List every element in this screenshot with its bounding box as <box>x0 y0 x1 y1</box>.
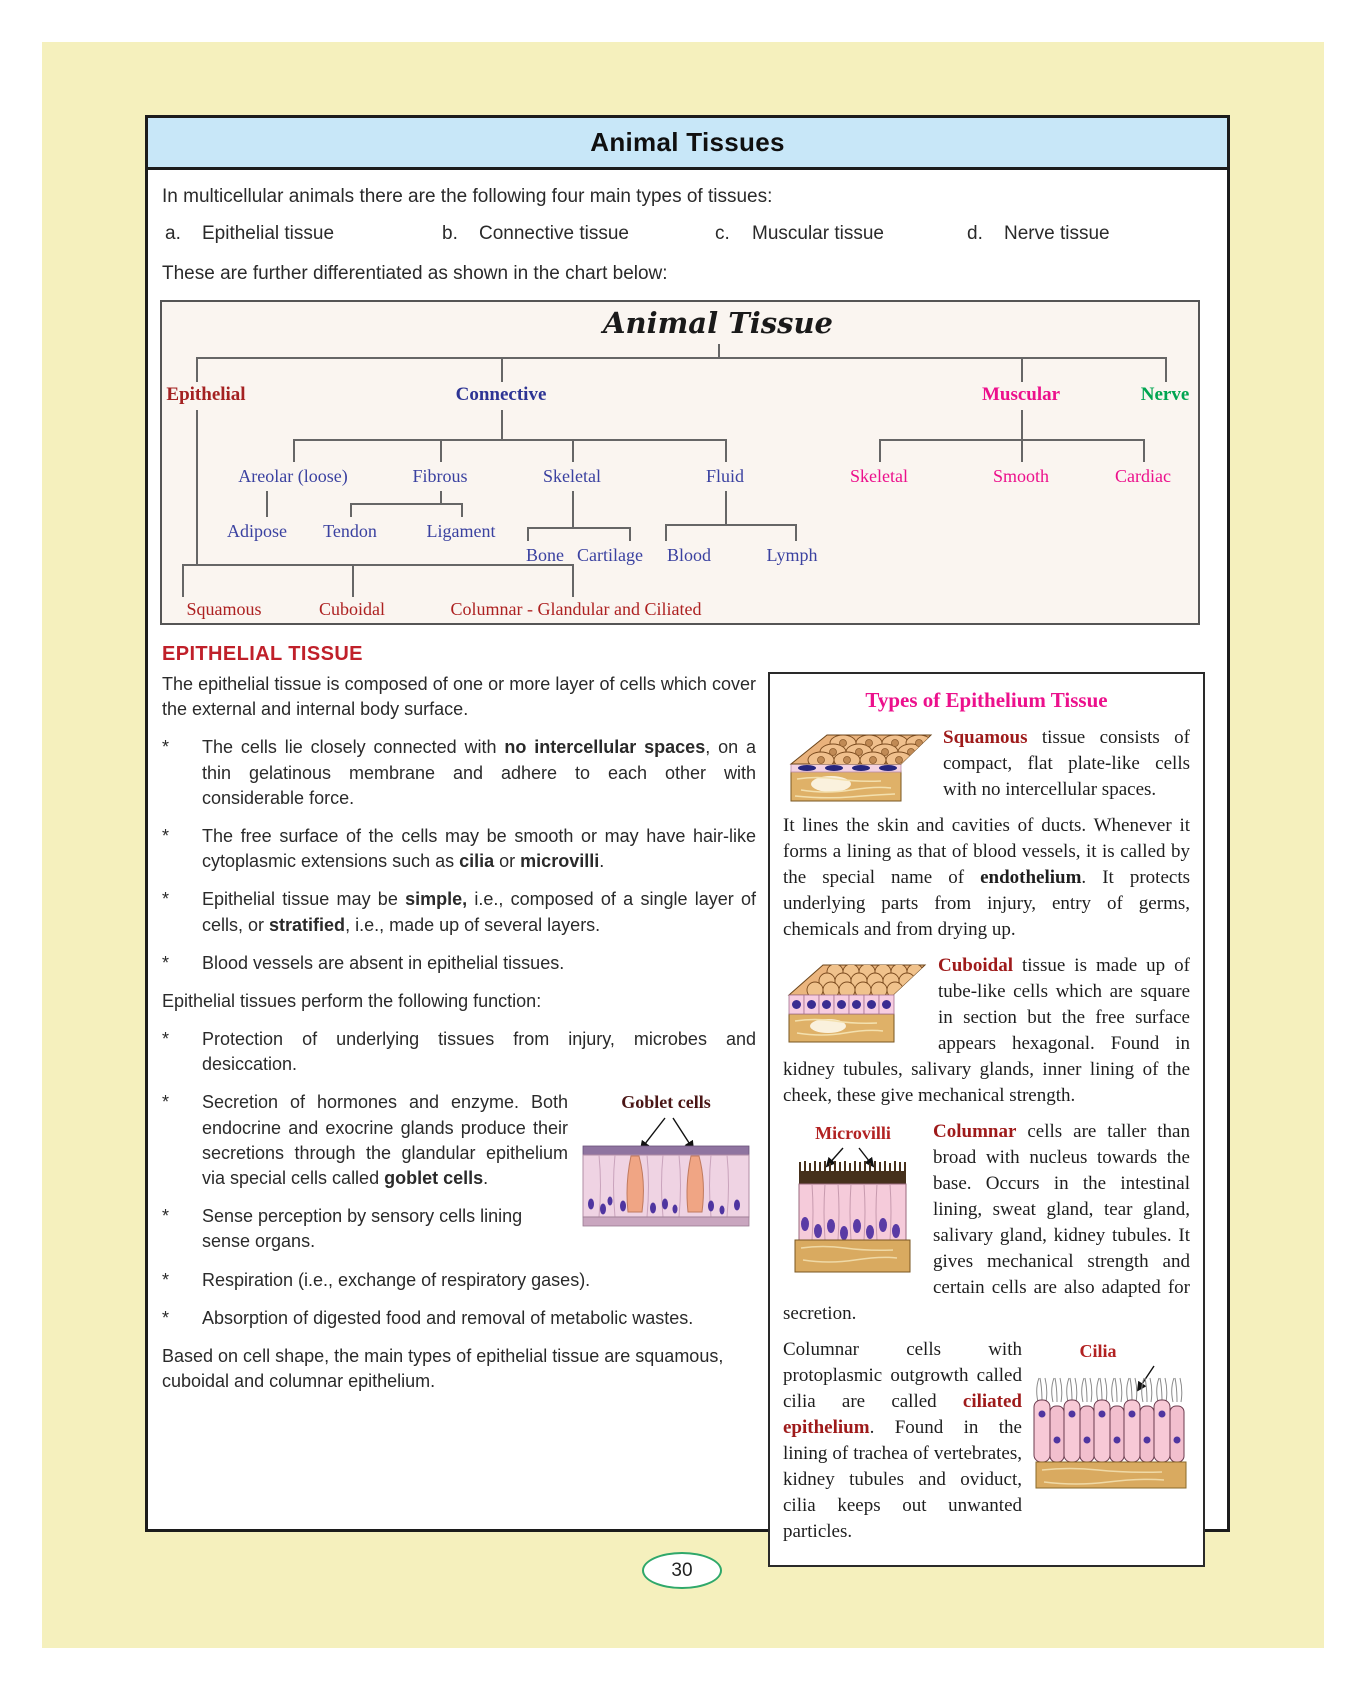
intro-section <box>148 170 1227 285</box>
ciliated-figure <box>1030 1339 1190 1500</box>
left-column <box>162 672 756 1567</box>
bullet-item: * Secretion of hormones and enzyme. Both endocrine and exocrine glands produce their secretions through the glandular epithelium via special cells called goblet cells. <box>162 1090 568 1191</box>
chart-line <box>350 503 352 517</box>
page-number: 30 <box>671 1559 693 1581</box>
chart-line <box>572 564 574 597</box>
chart-node-cardiac: Cardiac <box>1115 466 1171 486</box>
chart-node-nerve: Nerve <box>1140 384 1190 405</box>
chart-node-cuboidal: Cuboidal <box>319 599 385 619</box>
chart-line <box>196 410 198 564</box>
chart-node-fluid: Fluid <box>705 466 745 486</box>
chart-line <box>665 524 797 526</box>
chart-line <box>352 564 354 597</box>
chart-node-blood: Blood <box>666 545 712 565</box>
columnar-tissue-illustration <box>783 1146 923 1276</box>
epithelial-intro: The epithelial tissue is composed of one or more layer of cells which cover the external and internal body surface. <box>162 674 756 720</box>
chart-line <box>196 357 198 382</box>
chart-title: Animal Tissue <box>603 306 833 340</box>
intro-line-2: These are further differentiated as shown in the chart below: <box>162 263 668 284</box>
chart-line <box>572 491 574 527</box>
columnar-block <box>783 1119 1190 1337</box>
ciliated-tissue-illustration <box>1030 1364 1190 1492</box>
chart-node-skeletal-muscle: Skeletal <box>850 466 908 486</box>
page-title: Animal Tissues <box>590 127 785 157</box>
types-box-title: Types of Epithelium Tissue <box>865 688 1108 712</box>
chart-line <box>293 439 727 441</box>
chart-node-muscular: Muscular <box>981 384 1061 405</box>
squamous-text: Squamous tissue consists of compact, flat plate-like cells with no intercellular spaces. <box>943 726 1190 800</box>
chart-line <box>501 357 503 382</box>
chart-node-lymph: Lymph <box>766 545 818 565</box>
bullet-marker: * <box>162 737 170 758</box>
columnar-figure <box>783 1121 923 1284</box>
book-page <box>42 42 1324 1648</box>
tissue-type-d: d. Nerve tissue <box>967 223 1110 244</box>
chart-line <box>350 503 463 505</box>
bullet-item: * Sense perception by sensory cells lining sense organs. <box>162 1204 568 1254</box>
intro-line-1: In multicellular animals there are the following four main types of tissues: <box>162 186 773 207</box>
cuboidal-block <box>783 953 1190 1119</box>
chart-line <box>527 527 529 541</box>
chart-line <box>182 564 184 597</box>
chart-node-adipose: Adipose <box>227 521 287 541</box>
bullet-marker: * <box>162 825 170 846</box>
chart-line <box>461 503 463 517</box>
cuboidal-figure <box>783 955 928 1053</box>
tissue-type-b: b. Connective tissue <box>442 223 629 244</box>
section-heading: EPITHELIAL TISSUE <box>162 643 363 665</box>
two-column-layout <box>162 672 1215 1567</box>
page-title-bar <box>148 118 1227 170</box>
chart-line <box>266 491 268 517</box>
chart-node-smooth: Smooth <box>992 466 1050 486</box>
chart-node-cartilage: Cartilage <box>577 545 643 565</box>
chart-line <box>725 439 727 462</box>
chart-line <box>879 439 881 462</box>
chart-line <box>572 439 574 462</box>
chart-line <box>440 439 442 462</box>
chart-line <box>182 564 574 566</box>
bullet-item: * Absorption of digested food and removal of metabolic wastes. <box>162 1306 756 1331</box>
chart-line <box>725 491 727 524</box>
chart-line <box>665 524 667 541</box>
chart-node-fibrous: Fibrous <box>412 466 468 486</box>
bullet-marker: * <box>162 1206 170 1227</box>
chart-line <box>1021 410 1023 439</box>
bullet-marker: * <box>162 1029 170 1050</box>
bullet-marker: * <box>162 889 170 910</box>
chart-line <box>501 410 503 439</box>
chart-node-ligament: Ligament <box>426 521 496 541</box>
bullet-item: * Epithelial tissue may be simple, i.e., composed of a single layer of cells, or stratified, i.e., made up of several layers. <box>162 887 756 937</box>
chart-line <box>1021 357 1023 382</box>
closing-paragraph: Based on cell shape, the main types of epithelial tissue are squamous, cuboidal and columnar epithelium. <box>162 1345 724 1392</box>
bullet-item: * Protection of underlying tissues from injury, microbes and desiccation. <box>162 1027 756 1077</box>
bullet-marker: * <box>162 1092 170 1113</box>
bullet-item: * Blood vessels are absent in epithelial tissues. <box>162 951 756 976</box>
chart-line <box>527 527 631 529</box>
animal-tissue-chart <box>160 300 1200 625</box>
chart-line <box>440 491 442 503</box>
chart-node-bone: Bone <box>526 545 564 565</box>
squamous-block <box>783 725 1190 813</box>
chart-node-connective: Connective <box>455 384 547 405</box>
chart-node-tendon: Tendon <box>323 521 377 541</box>
cuboidal-text: Cuboidal tissue is made up of tube-like cells which are square in section but the free surface appears hexagonal. Found in kidney tubules, salivary glands, inner lining of the cheek, these give mechanical strength. <box>783 954 1190 1106</box>
bullet-item: * The cells lie closely connected with no intercellular spaces, on a thin gelatinous membrane and adhere to each other with considerable force. <box>162 735 756 811</box>
columnar-text: Columnar cells are taller than broad with nucleus towards the base. Occurs in the intestinal lining, sweat gland, tear gland, salivary gland, kidney tubules. It gives mechanical strength and certain cells are also adapted for secretion. <box>783 1120 1190 1325</box>
chart-line <box>293 439 295 462</box>
chart-line <box>879 439 1145 441</box>
tissue-type-c: c. Muscular tissue <box>715 223 884 244</box>
bullet-marker: * <box>162 1307 170 1328</box>
chart-line <box>795 524 797 541</box>
chart-line <box>1165 357 1167 382</box>
chart-line <box>1021 439 1023 462</box>
chart-line <box>1143 439 1145 462</box>
page-number-badge <box>642 1552 722 1589</box>
squamous-more-text: It lines the skin and cavities of ducts. Whenever it forms a lining as that of blood vessels, it is called by the special name of endothelium. It protects underlying parts from injury, entry of germs, chemicals and from drying up. <box>783 814 1190 940</box>
cuboidal-tissue-illustration <box>783 955 928 1045</box>
chart-node-areolar: Areolar (loose) <box>238 466 348 486</box>
ciliated-block <box>783 1337 1190 1555</box>
goblet-cells-figure <box>576 1090 756 1237</box>
chart-line <box>629 527 631 541</box>
bullet-item: * The free surface of the cells may be smooth or may have hair-like cytoplasmic extensions such as cilia or microvilli. <box>162 824 756 874</box>
tissue-types-row <box>162 223 1213 249</box>
tissue-type-a: a. Epithelial tissue <box>165 223 335 244</box>
types-of-epithelium-box <box>768 672 1205 1567</box>
functions-line: Epithelial tissues perform the following function: <box>162 990 542 1011</box>
squamous-figure <box>783 727 933 811</box>
chart-node-epithelial: Epithelial <box>166 384 246 405</box>
goblet-cells-illustration <box>579 1116 754 1231</box>
bullet-marker: * <box>162 1269 170 1290</box>
ciliated-text: Columnar cells with protoplasmic outgrowth called cilia are called ciliated epithelium. Found in the lining of trachea of vertebrates, kidney tubules and oviduct, cilia keeps out unwanted particles. <box>783 1339 1022 1543</box>
bullet-item: * Respiration (i.e., exchange of respiratory gases). <box>162 1268 756 1293</box>
bullet-marker: * <box>162 952 170 973</box>
chart-node-skeletal-connective: Skeletal <box>543 466 601 486</box>
squamous-tissue-illustration <box>783 727 933 803</box>
cilia-label: Cilia <box>1079 1341 1117 1362</box>
microvilli-label: Microvilli <box>815 1122 891 1143</box>
chart-node-squamous: Squamous <box>186 599 262 619</box>
chart-node-columnar: Columnar - Glandular and Ciliated <box>450 599 702 619</box>
goblet-text-wrap <box>162 1090 756 1267</box>
chart-line <box>718 344 720 357</box>
content-frame <box>145 115 1230 1543</box>
goblet-cells-label: Goblet cells <box>621 1092 711 1113</box>
